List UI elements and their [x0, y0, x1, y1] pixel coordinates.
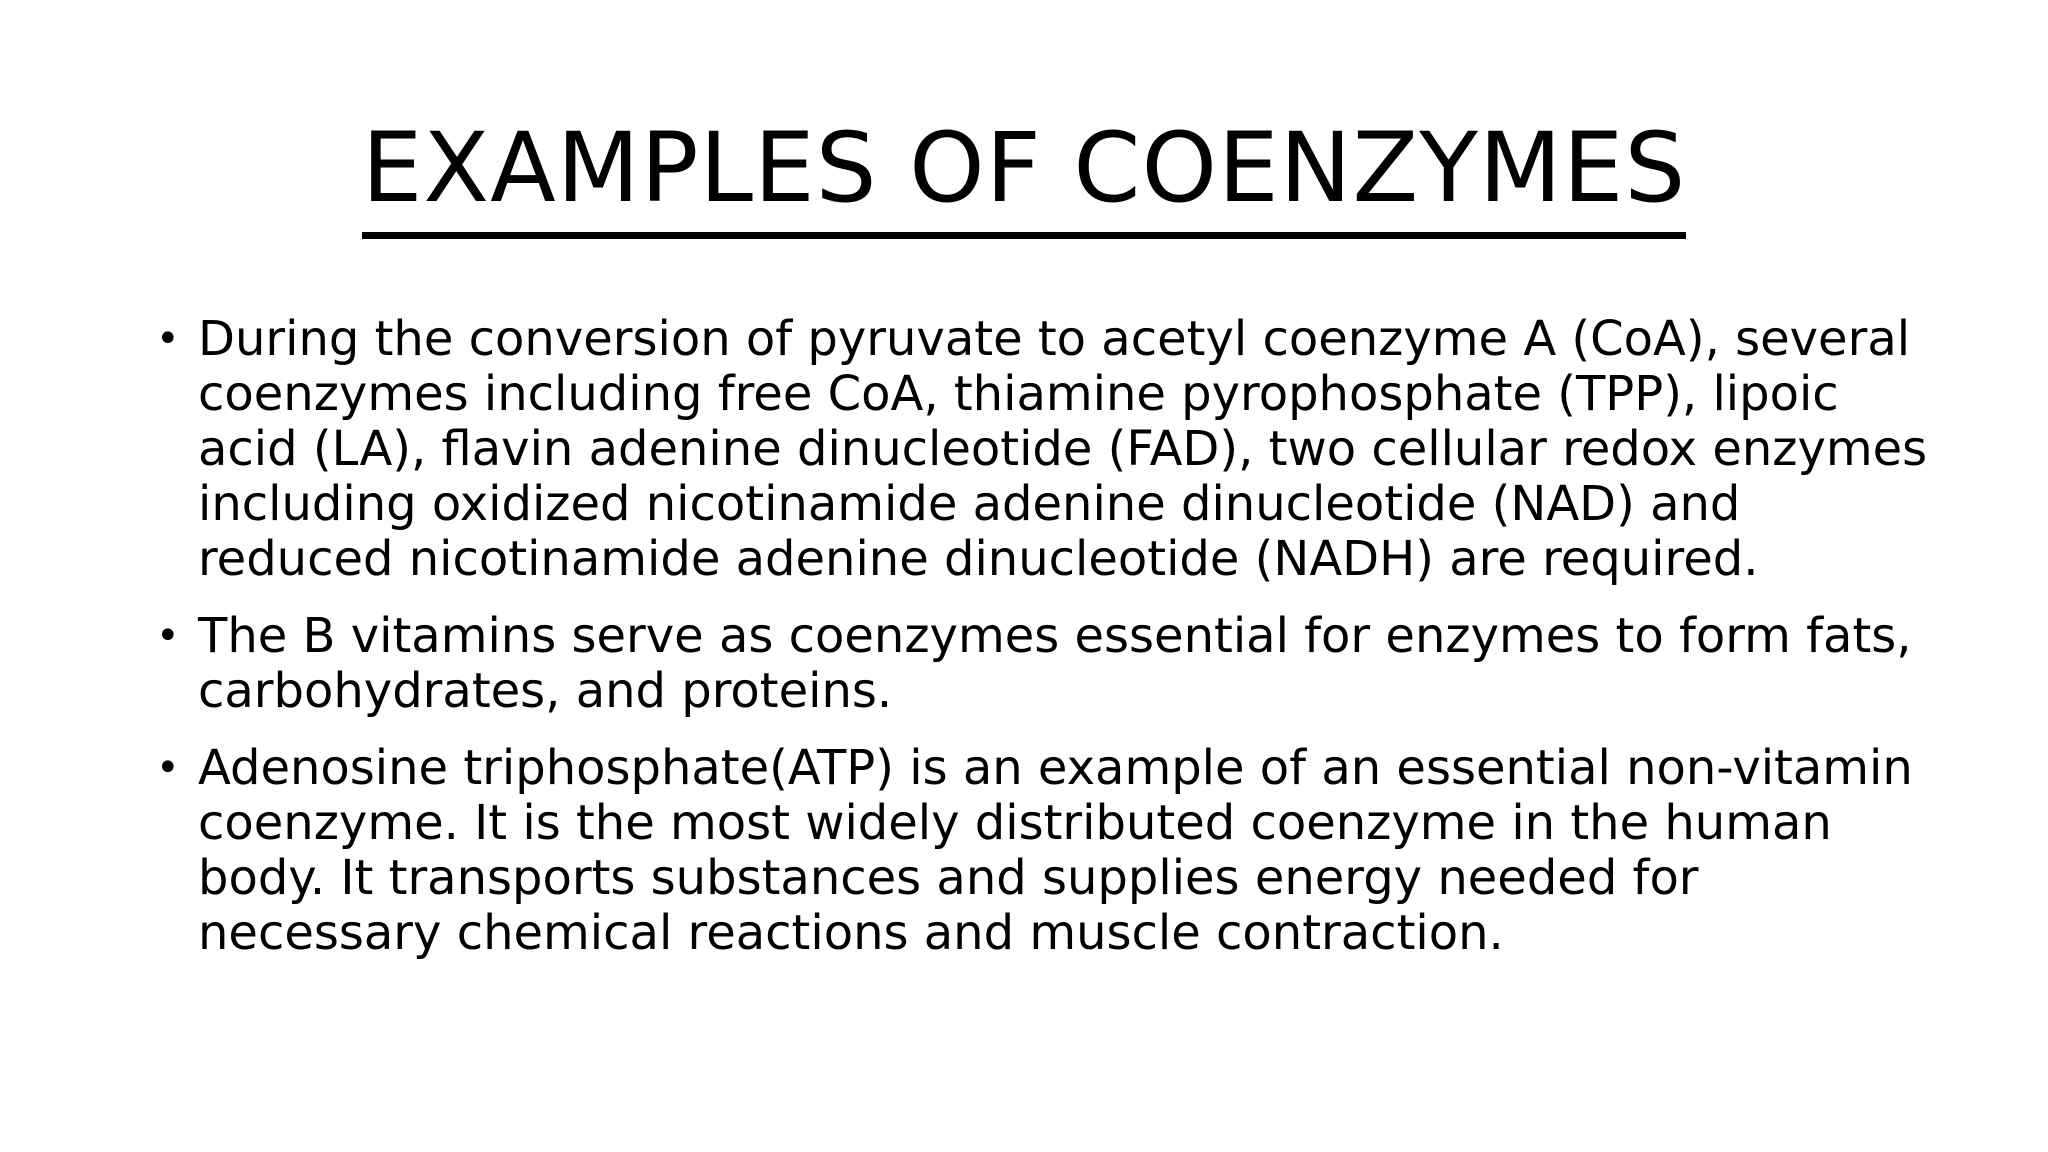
bullet-item — [150, 312, 1930, 587]
bullet-text: During the conversion of pyruvate to acetyl coenzyme A (CoA), several coenzymes including free CoA, thiamine pyrophosphate (TPP), lipoic acid (LA), flavin adenine dinucleotide (FAD), two cellular redox enzymes including oxidized nicotinamide adenine dinucleotide (NAD) and reduced nicotinamide adenine dinucleotide (NADH) are required. — [198, 311, 1928, 587]
slide-title — [0, 108, 2048, 239]
bullet-item — [150, 609, 1930, 719]
bullet-marker-icon: • — [156, 316, 180, 362]
bullet-item — [150, 741, 1930, 961]
slide-title-text: EXAMPLES OF COENZYMES — [362, 108, 1687, 239]
bullet-marker-icon: • — [156, 745, 180, 791]
bullet-text: The B vitamins serve as coenzymes essential for enzymes to form fats, carbohydrates, and proteins. — [198, 608, 1912, 719]
bullet-list — [150, 312, 1930, 983]
bullet-text: Adenosine triphosphate(ATP) is an example of an essential non-vitamin coenzyme. It is the most widely distributed coenzyme in the human body. It transports substances and supplies energy needed for necessary chemical reactions and muscle contraction. — [198, 740, 1913, 961]
bullet-marker-icon: • — [156, 613, 180, 659]
